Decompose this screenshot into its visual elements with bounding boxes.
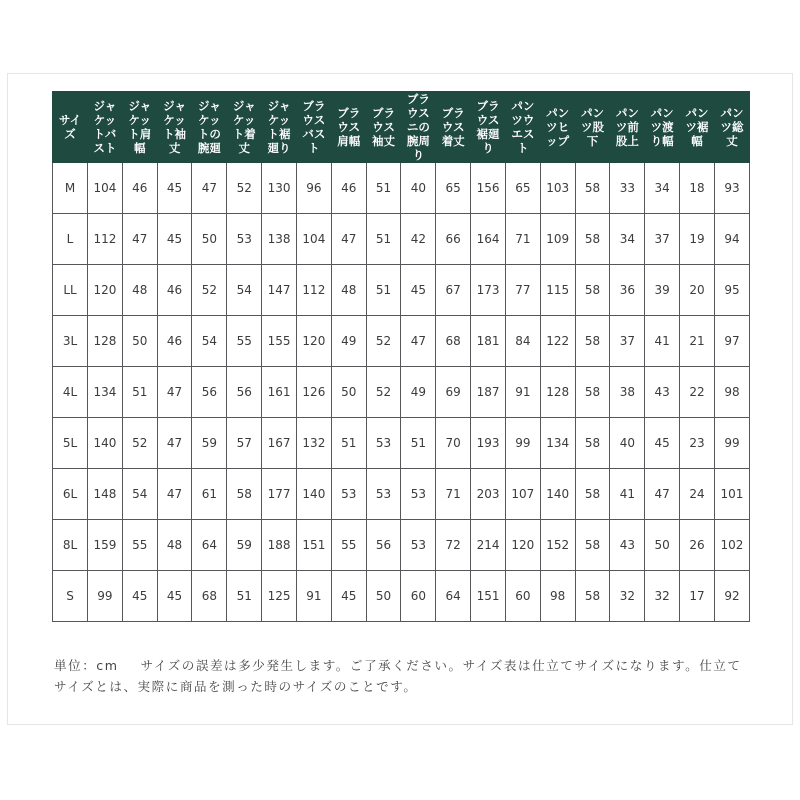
table-cell: 103 bbox=[540, 163, 575, 214]
table-row bbox=[53, 469, 750, 520]
column-header: パンツ総丈 bbox=[714, 92, 749, 163]
table-cell: 120 bbox=[88, 265, 123, 316]
column-header: ジャケット袖丈 bbox=[157, 92, 192, 163]
table-cell: 48 bbox=[157, 520, 192, 571]
table-cell: 151 bbox=[296, 520, 331, 571]
table-cell: 214 bbox=[471, 520, 506, 571]
table-cell: 49 bbox=[331, 316, 366, 367]
table-cell: 39 bbox=[645, 265, 680, 316]
column-header: ジャケット裾廻り bbox=[262, 92, 297, 163]
table-cell: 46 bbox=[157, 316, 192, 367]
table-cell: 45 bbox=[122, 571, 157, 622]
table-cell: 19 bbox=[680, 214, 715, 265]
table-cell: 53 bbox=[331, 469, 366, 520]
table-cell: 53 bbox=[401, 469, 436, 520]
table-cell: 84 bbox=[505, 316, 540, 367]
table-cell: 109 bbox=[540, 214, 575, 265]
column-header: ブラウス肩幅 bbox=[331, 92, 366, 163]
table-cell: 99 bbox=[505, 418, 540, 469]
table-cell: 32 bbox=[645, 571, 680, 622]
table-row bbox=[53, 316, 750, 367]
table-cell: 77 bbox=[505, 265, 540, 316]
table-cell: 94 bbox=[714, 214, 749, 265]
table-cell: 37 bbox=[645, 214, 680, 265]
size-label-cell: 8L bbox=[53, 520, 88, 571]
table-cell: 38 bbox=[610, 367, 645, 418]
table-cell: 40 bbox=[401, 163, 436, 214]
table-cell: 70 bbox=[436, 418, 471, 469]
table-cell: 50 bbox=[645, 520, 680, 571]
table-cell: 98 bbox=[714, 367, 749, 418]
table-row bbox=[53, 367, 750, 418]
table-cell: 21 bbox=[680, 316, 715, 367]
table-cell: 59 bbox=[192, 418, 227, 469]
table-cell: 97 bbox=[714, 316, 749, 367]
table-cell: 42 bbox=[401, 214, 436, 265]
table-cell: 58 bbox=[575, 163, 610, 214]
table-cell: 125 bbox=[262, 571, 297, 622]
table-cell: 54 bbox=[192, 316, 227, 367]
table-cell: 47 bbox=[122, 214, 157, 265]
notes-text: サイズの誤差は多少発生します。ご了承ください。サイズ表は仕立てサイズになります。仕立てサイズとは、実際に商品を測った時のサイズのことです。 bbox=[54, 658, 742, 694]
table-cell: 45 bbox=[645, 418, 680, 469]
table-cell: 50 bbox=[192, 214, 227, 265]
table-cell: 151 bbox=[471, 571, 506, 622]
table-cell: 52 bbox=[122, 418, 157, 469]
table-cell: 101 bbox=[714, 469, 749, 520]
table-cell: 93 bbox=[714, 163, 749, 214]
column-header: ジャケット肩幅 bbox=[122, 92, 157, 163]
column-header: ブラウス裾廻り bbox=[471, 92, 506, 163]
table-cell: 51 bbox=[227, 571, 262, 622]
table-cell: 47 bbox=[157, 418, 192, 469]
table-cell: 58 bbox=[575, 214, 610, 265]
table-cell: 99 bbox=[88, 571, 123, 622]
table-cell: 140 bbox=[88, 418, 123, 469]
table-cell: 177 bbox=[262, 469, 297, 520]
table-cell: 140 bbox=[540, 469, 575, 520]
table-cell: 46 bbox=[331, 163, 366, 214]
column-header: ジャケットの腕廻 bbox=[192, 92, 227, 163]
column-header: パンツ前股上 bbox=[610, 92, 645, 163]
table-cell: 55 bbox=[331, 520, 366, 571]
table-cell: 47 bbox=[192, 163, 227, 214]
column-header: ジャケットバスト bbox=[88, 92, 123, 163]
unit-label: 単位：cm bbox=[54, 658, 119, 673]
table-cell: 159 bbox=[88, 520, 123, 571]
table-cell: 56 bbox=[227, 367, 262, 418]
table-cell: 45 bbox=[157, 571, 192, 622]
table-cell: 37 bbox=[610, 316, 645, 367]
table-cell: 140 bbox=[296, 469, 331, 520]
table-cell: 51 bbox=[122, 367, 157, 418]
column-header: ブラウスバスト bbox=[296, 92, 331, 163]
table-cell: 58 bbox=[575, 316, 610, 367]
column-header: ブラウス着丈 bbox=[436, 92, 471, 163]
table-cell: 61 bbox=[192, 469, 227, 520]
table-cell: 65 bbox=[505, 163, 540, 214]
table-cell: 34 bbox=[610, 214, 645, 265]
table-cell: 203 bbox=[471, 469, 506, 520]
column-header: ブラウスニの腕周り bbox=[401, 92, 436, 163]
table-cell: 92 bbox=[714, 571, 749, 622]
table-row bbox=[53, 520, 750, 571]
table-cell: 104 bbox=[88, 163, 123, 214]
table-cell: 45 bbox=[157, 163, 192, 214]
table-cell: 130 bbox=[262, 163, 297, 214]
table-cell: 47 bbox=[401, 316, 436, 367]
table-cell: 120 bbox=[505, 520, 540, 571]
table-cell: 17 bbox=[680, 571, 715, 622]
table-cell: 99 bbox=[714, 418, 749, 469]
table-row bbox=[53, 214, 750, 265]
table-cell: 102 bbox=[714, 520, 749, 571]
table-cell: 55 bbox=[227, 316, 262, 367]
table-cell: 96 bbox=[296, 163, 331, 214]
size-label-cell: LL bbox=[53, 265, 88, 316]
table-cell: 51 bbox=[331, 418, 366, 469]
table-cell: 167 bbox=[262, 418, 297, 469]
table-cell: 46 bbox=[122, 163, 157, 214]
table-cell: 58 bbox=[227, 469, 262, 520]
table-cell: 60 bbox=[401, 571, 436, 622]
table-cell: 45 bbox=[401, 265, 436, 316]
table-cell: 53 bbox=[366, 418, 401, 469]
table-cell: 36 bbox=[610, 265, 645, 316]
table-cell: 156 bbox=[471, 163, 506, 214]
size-notes bbox=[54, 655, 744, 697]
size-label-cell: 3L bbox=[53, 316, 88, 367]
table-cell: 134 bbox=[88, 367, 123, 418]
table-row bbox=[53, 418, 750, 469]
table-cell: 58 bbox=[575, 520, 610, 571]
table-cell: 52 bbox=[227, 163, 262, 214]
table-cell: 51 bbox=[366, 265, 401, 316]
table-cell: 104 bbox=[296, 214, 331, 265]
table-cell: 45 bbox=[157, 214, 192, 265]
table-cell: 54 bbox=[227, 265, 262, 316]
table-cell: 47 bbox=[331, 214, 366, 265]
table-cell: 148 bbox=[88, 469, 123, 520]
table-cell: 51 bbox=[366, 214, 401, 265]
table-cell: 58 bbox=[575, 469, 610, 520]
table-cell: 58 bbox=[575, 265, 610, 316]
size-label-cell: M bbox=[53, 163, 88, 214]
table-cell: 50 bbox=[366, 571, 401, 622]
table-cell: 132 bbox=[296, 418, 331, 469]
table-cell: 115 bbox=[540, 265, 575, 316]
table-cell: 49 bbox=[401, 367, 436, 418]
column-header: ジャケット着丈 bbox=[227, 92, 262, 163]
table-cell: 71 bbox=[505, 214, 540, 265]
table-cell: 53 bbox=[401, 520, 436, 571]
table-cell: 54 bbox=[122, 469, 157, 520]
table-cell: 48 bbox=[331, 265, 366, 316]
table-cell: 52 bbox=[192, 265, 227, 316]
table-cell: 67 bbox=[436, 265, 471, 316]
table-cell: 120 bbox=[296, 316, 331, 367]
table-cell: 43 bbox=[645, 367, 680, 418]
table-cell: 46 bbox=[157, 265, 192, 316]
table-cell: 68 bbox=[436, 316, 471, 367]
table-cell: 107 bbox=[505, 469, 540, 520]
table-cell: 51 bbox=[366, 163, 401, 214]
column-header: パンツ渡り幅 bbox=[645, 92, 680, 163]
table-cell: 65 bbox=[436, 163, 471, 214]
table-cell: 155 bbox=[262, 316, 297, 367]
table-cell: 64 bbox=[192, 520, 227, 571]
table-cell: 52 bbox=[366, 316, 401, 367]
table-cell: 41 bbox=[645, 316, 680, 367]
table-cell: 181 bbox=[471, 316, 506, 367]
table-cell: 161 bbox=[262, 367, 297, 418]
size-table bbox=[52, 91, 750, 622]
size-label-cell: 5L bbox=[53, 418, 88, 469]
table-cell: 193 bbox=[471, 418, 506, 469]
size-label-cell: L bbox=[53, 214, 88, 265]
table-cell: 53 bbox=[227, 214, 262, 265]
column-header: パンツ裾幅 bbox=[680, 92, 715, 163]
table-cell: 59 bbox=[227, 520, 262, 571]
table-cell: 152 bbox=[540, 520, 575, 571]
table-cell: 53 bbox=[366, 469, 401, 520]
table-cell: 112 bbox=[88, 214, 123, 265]
table-cell: 66 bbox=[436, 214, 471, 265]
table-cell: 45 bbox=[331, 571, 366, 622]
table-cell: 173 bbox=[471, 265, 506, 316]
table-cell: 134 bbox=[540, 418, 575, 469]
table-cell: 20 bbox=[680, 265, 715, 316]
table-cell: 48 bbox=[122, 265, 157, 316]
table-cell: 32 bbox=[610, 571, 645, 622]
table-cell: 57 bbox=[227, 418, 262, 469]
table-cell: 56 bbox=[192, 367, 227, 418]
table-cell: 187 bbox=[471, 367, 506, 418]
column-header: パンツヒップ bbox=[540, 92, 575, 163]
table-cell: 188 bbox=[262, 520, 297, 571]
table-cell: 95 bbox=[714, 265, 749, 316]
table-cell: 147 bbox=[262, 265, 297, 316]
table-cell: 58 bbox=[575, 571, 610, 622]
table-cell: 91 bbox=[505, 367, 540, 418]
table-cell: 33 bbox=[610, 163, 645, 214]
table-row bbox=[53, 571, 750, 622]
table-cell: 24 bbox=[680, 469, 715, 520]
table-cell: 69 bbox=[436, 367, 471, 418]
column-header: パンツウエスト bbox=[505, 92, 540, 163]
table-cell: 164 bbox=[471, 214, 506, 265]
table-cell: 58 bbox=[575, 367, 610, 418]
table-cell: 126 bbox=[296, 367, 331, 418]
table-cell: 58 bbox=[575, 418, 610, 469]
column-header: パンツ股下 bbox=[575, 92, 610, 163]
table-cell: 128 bbox=[88, 316, 123, 367]
table-cell: 40 bbox=[610, 418, 645, 469]
table-cell: 138 bbox=[262, 214, 297, 265]
table-cell: 23 bbox=[680, 418, 715, 469]
table-cell: 91 bbox=[296, 571, 331, 622]
table-cell: 64 bbox=[436, 571, 471, 622]
table-cell: 112 bbox=[296, 265, 331, 316]
table-cell: 98 bbox=[540, 571, 575, 622]
table-cell: 122 bbox=[540, 316, 575, 367]
size-label-cell: S bbox=[53, 571, 88, 622]
table-cell: 41 bbox=[610, 469, 645, 520]
table-body bbox=[53, 163, 750, 622]
table-cell: 18 bbox=[680, 163, 715, 214]
table-cell: 50 bbox=[122, 316, 157, 367]
table-cell: 60 bbox=[505, 571, 540, 622]
table-cell: 51 bbox=[401, 418, 436, 469]
table-cell: 56 bbox=[366, 520, 401, 571]
table-cell: 26 bbox=[680, 520, 715, 571]
column-header: ブラウス袖丈 bbox=[366, 92, 401, 163]
table-row bbox=[53, 163, 750, 214]
size-label-cell: 6L bbox=[53, 469, 88, 520]
table-cell: 47 bbox=[645, 469, 680, 520]
table-cell: 55 bbox=[122, 520, 157, 571]
table-cell: 68 bbox=[192, 571, 227, 622]
table-cell: 72 bbox=[436, 520, 471, 571]
table-cell: 34 bbox=[645, 163, 680, 214]
column-header: サイズ bbox=[53, 92, 88, 163]
table-cell: 52 bbox=[366, 367, 401, 418]
table-cell: 47 bbox=[157, 469, 192, 520]
table-cell: 128 bbox=[540, 367, 575, 418]
table-cell: 43 bbox=[610, 520, 645, 571]
table-header-row bbox=[53, 92, 750, 163]
table-cell: 71 bbox=[436, 469, 471, 520]
table-cell: 50 bbox=[331, 367, 366, 418]
size-label-cell: 4L bbox=[53, 367, 88, 418]
table-cell: 22 bbox=[680, 367, 715, 418]
table-row bbox=[53, 265, 750, 316]
table-cell: 47 bbox=[157, 367, 192, 418]
